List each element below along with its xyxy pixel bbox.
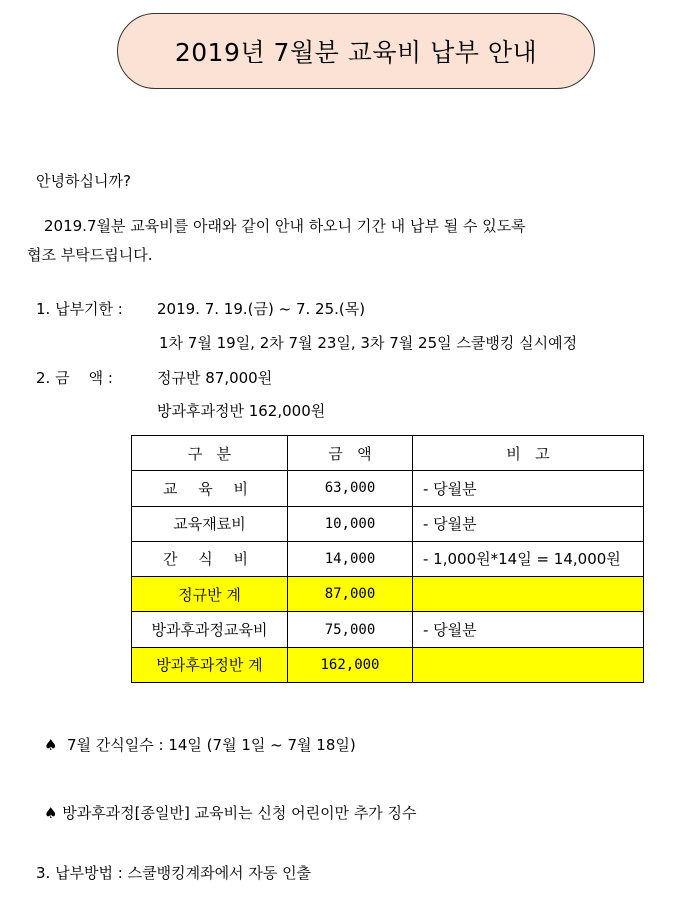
row-name: 방과후과정교육비 xyxy=(132,612,288,647)
row-name: 정규반 계 xyxy=(132,577,288,612)
row-note: - 당월분 xyxy=(413,506,644,541)
table-row xyxy=(132,541,644,576)
page-title: 2019년 7월분 교육비 납부 안내 xyxy=(174,38,538,67)
row-note: - 1,000원*14일 = 14,000원 xyxy=(413,541,644,576)
row-amount: 63,000 xyxy=(288,471,413,506)
payment-method: 3. 납부방법 : 스쿨뱅킹계좌에서 자동 인출 xyxy=(36,864,312,882)
row-name: 방과후과정반 계 xyxy=(132,647,288,682)
intro-line-2: 협조 부탁드립니다. xyxy=(27,246,153,264)
greeting: 안녕하십니까? xyxy=(36,172,131,190)
row-note: - 당월분 xyxy=(413,612,644,647)
after-school-note: ♠ 방과후과정[종일반] 교육비는 신청 어린이만 추가 징수 xyxy=(44,804,417,822)
snack-days-note: ♠ 7월 간식일수 : 14일 (7월 1일 ~ 7월 18일) xyxy=(44,736,356,754)
deadline-label: 1. 납부기한 : xyxy=(36,300,123,318)
amount-regular: 정규반 87,000원 xyxy=(157,369,273,387)
row-amount: 87,000 xyxy=(288,577,413,612)
row-note xyxy=(413,577,644,612)
table-row-subtotal xyxy=(132,577,644,612)
header-category: 구 분 xyxy=(132,436,288,471)
header-note: 비 고 xyxy=(413,436,644,471)
fee-table xyxy=(131,435,644,683)
table-row xyxy=(132,612,644,647)
deadline-detail: 1차 7월 19일, 2차 7월 23일, 3차 7월 25일 스쿨뱅킹 실시예정 xyxy=(159,334,578,352)
deadline-value: 2019. 7. 19.(금) ~ 7. 25.(목) xyxy=(157,300,366,318)
row-amount: 14,000 xyxy=(288,541,413,576)
header-amount: 금 액 xyxy=(288,436,413,471)
intro-line-1: 2019.7월분 교육비를 아래와 같이 안내 하오니 기간 내 납부 될 수 있도록 xyxy=(44,217,526,235)
table-header-row xyxy=(132,436,644,471)
table-row xyxy=(132,506,644,541)
row-amount: 75,000 xyxy=(288,612,413,647)
table-row-total xyxy=(132,647,644,682)
amount-label: 2. 금 액 : xyxy=(36,369,113,387)
row-amount: 162,000 xyxy=(288,647,413,682)
title-banner xyxy=(117,13,595,89)
table-row xyxy=(132,471,644,506)
row-name: 교 육 비 xyxy=(132,471,288,506)
row-note: - 당월분 xyxy=(413,471,644,506)
row-name: 교육재료비 xyxy=(132,506,288,541)
row-amount: 10,000 xyxy=(288,506,413,541)
amount-after-school: 방과후과정반 162,000원 xyxy=(157,402,326,420)
row-note xyxy=(413,647,644,682)
row-name: 간 식 비 xyxy=(132,541,288,576)
